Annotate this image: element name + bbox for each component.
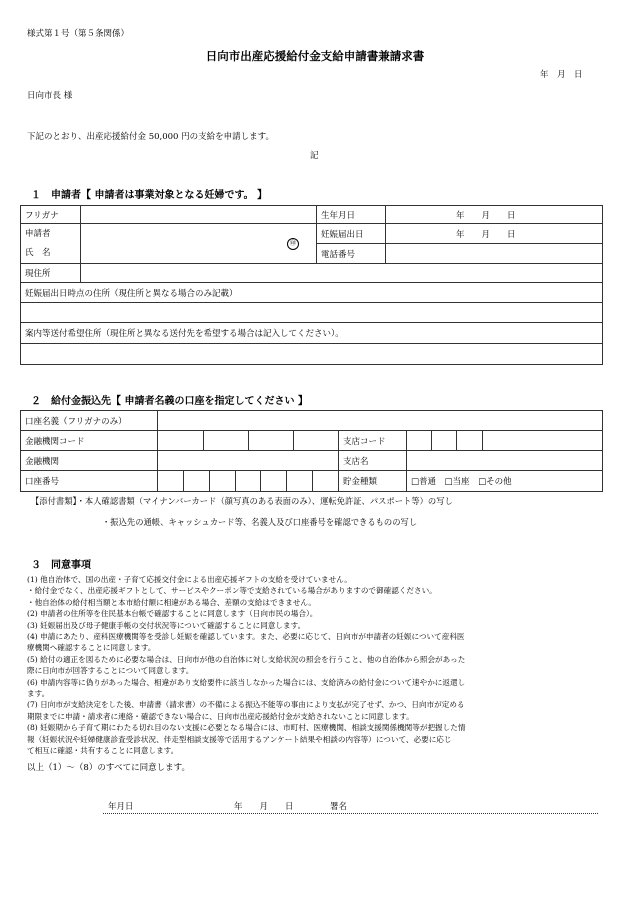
attachments-line-2: ・振込先の通帳、キャッシュカード等、名義人及び口座番号を確認できるものの写し	[102, 517, 418, 527]
branch-code-digit[interactable]	[407, 431, 432, 451]
bank-code-digit[interactable]	[158, 431, 204, 451]
branch-code-digit[interactable]	[457, 431, 483, 451]
bank-code-label: 金融機関コード	[21, 431, 158, 451]
pregnancy-report-value: 年 月 日	[456, 229, 516, 240]
birth-date-value: 年 月 日	[456, 210, 516, 221]
account-name-field[interactable]	[158, 411, 603, 431]
deposit-type-label: 貯金種類	[339, 471, 407, 492]
mailing-address-field[interactable]	[21, 344, 603, 365]
bank-table	[20, 410, 603, 492]
bank-code-digit[interactable]	[204, 431, 249, 451]
account-number-label: 口座番号	[21, 471, 158, 492]
address-at-report-field[interactable]	[21, 303, 603, 323]
page-title: 日向市出産応援給付金支給申請書兼請求書	[205, 49, 425, 63]
mailing-address-label: 案内等送付希望住所（現住所と異なる送付先を希望する場合は記入してください）。	[21, 323, 603, 344]
intro-text: 下記のとおり、出産応援給付金 50,000 円の支給を申請します。	[27, 132, 274, 142]
consent-line: (2) 申請者の住所等を住民基本台帳で確認することに同意します（日向市民の場合）。	[27, 609, 318, 619]
consent-line: (5) 給付の適正を図るために必要な場合は、日向市が他の自治体に対し支給状況の照会を行うこと、他の自治体から照会があった	[27, 654, 466, 664]
consent-line: (7) 日向市が支給決定をした後、申請書（請求書）の不備による振込不能等の事由により支払が完了せず、かつ、日向市が定める	[27, 700, 465, 710]
addressee: 日向市長 様	[27, 91, 73, 101]
phone-label: 電話番号	[317, 244, 386, 264]
section1-heading: １ 申請者【 申請者は事業対象となる妊婦です。 】	[31, 190, 268, 201]
current-address-label: 現住所	[21, 264, 81, 283]
current-address-field[interactable]	[81, 264, 603, 283]
signature-label: 署名	[330, 802, 348, 812]
account-digit[interactable]	[313, 471, 338, 491]
consent-line: ・他自治体の給付相当額と本市給付額に相違がある場合、差額の支給はできません。	[27, 597, 317, 607]
attachments-line-1: 【添付書類】・本人確認書類（マイナンバーカード（顔写真のある表面のみ）、運転免許証、パスポート等）の写し	[31, 496, 453, 506]
furigana-field[interactable]	[81, 206, 317, 224]
signature-date-value[interactable]: 年 月 日	[234, 802, 294, 812]
address-at-report-label: 妊娠届出日時点の住所（現住所と異なる場合のみ記載）	[21, 283, 603, 303]
branch-code-blank	[483, 431, 603, 451]
consent-line: 際に日向市が回答することについて同意します。	[27, 666, 194, 676]
pregnancy-report-field[interactable]	[386, 224, 603, 244]
account-digit[interactable]	[210, 471, 236, 491]
birth-date-label: 生年月日	[317, 206, 386, 224]
branch-code-digit[interactable]	[432, 431, 457, 451]
bank-code-digit[interactable]	[249, 431, 294, 451]
branch-code-label: 支店コード	[339, 431, 407, 451]
pregnancy-report-label: 妊娠届出日	[317, 224, 386, 244]
account-digit[interactable]	[287, 471, 313, 491]
bank-code-digit[interactable]	[294, 431, 339, 451]
deposit-type-options[interactable]: □普通 □当座 □その他	[407, 471, 603, 492]
account-digit[interactable]	[184, 471, 210, 491]
account-digit[interactable]	[236, 471, 262, 491]
consent-line: (4) 申請にあたり、産科医療機関等を受診し妊娠を確認しています。また、必要に応じて、日向市が申請者の妊娠について産科医	[27, 632, 465, 642]
seal-icon: ㊞	[287, 238, 299, 250]
consent-line: ・給付金でなく、出産応援ギフトとして、サービスやクーポン等で支給されている場合がありますので御確認ください。	[27, 586, 437, 596]
account-number-field[interactable]	[158, 471, 339, 492]
signature-line[interactable]	[103, 813, 598, 814]
section3-heading: ３ 同意事項	[31, 560, 91, 571]
section2-heading: ２ 給付金振込先【 申請者名義の口座を指定してください 】	[31, 396, 308, 407]
consent-list	[27, 574, 612, 757]
agreement-text: 以上（1）～（8）のすべてに同意します。	[27, 763, 190, 773]
applicant-table	[20, 205, 603, 365]
signature-date-label: 年月日	[108, 802, 134, 812]
account-digit[interactable]	[158, 471, 184, 491]
consent-line: (6) 申請内容等に偽りがあった場合、相違があり支給要件に該当しなかった場合には、支給済みの給付金について速やかに返還し	[27, 677, 466, 687]
consent-line: 療機関へ確認することに同意します。	[27, 643, 156, 653]
applicant-name-label: 申請者 氏 名	[21, 224, 81, 264]
birth-date-field[interactable]	[386, 206, 603, 224]
consent-line: (1) 他自治体で、国の出産・子育て応援交付金による出産応援ギフトの支給を受けていません。	[27, 575, 352, 584]
ki-label: 記	[310, 151, 319, 161]
branch-name-field[interactable]	[407, 451, 603, 471]
consent-line: 報（妊娠状況や妊婦健康診査受診状況、伴走型相談支援等で活用するアンケート結果や相談の内容等）について、必要に応じ	[27, 734, 452, 744]
consent-line: 期限までに申請・請求者に連絡・確認できない場合に、日向市出産応援給付金が支給されないことに同意します。	[27, 711, 414, 721]
furigana-label: フリガナ	[21, 206, 81, 224]
branch-name-label: 支店名	[339, 451, 407, 471]
consent-line: (3) 妊娠届出及び母子健康手帳の交付状況等について確認することに同意します。	[27, 620, 306, 630]
bank-name-label: 金融機関	[21, 451, 158, 471]
account-name-label: 口座名義（フリガナのみ）	[21, 411, 158, 431]
bank-name-field[interactable]	[158, 451, 339, 471]
consent-line: て相互に確認・共有することに同意します。	[27, 746, 179, 756]
applicant-name-field[interactable]	[81, 224, 317, 264]
date-line: 年 月 日	[540, 70, 583, 80]
form-number: 様式第１号（第５条関係）	[27, 29, 130, 39]
consent-line: (8) 妊娠期から子育て期にわたる切れ目のない支援に必要となる場合には、市町村、医療機関、相談支援関係機関等が把握した情	[27, 723, 466, 733]
consent-line: ます。	[27, 689, 50, 699]
account-digit[interactable]	[261, 471, 287, 491]
phone-field[interactable]	[386, 244, 603, 264]
